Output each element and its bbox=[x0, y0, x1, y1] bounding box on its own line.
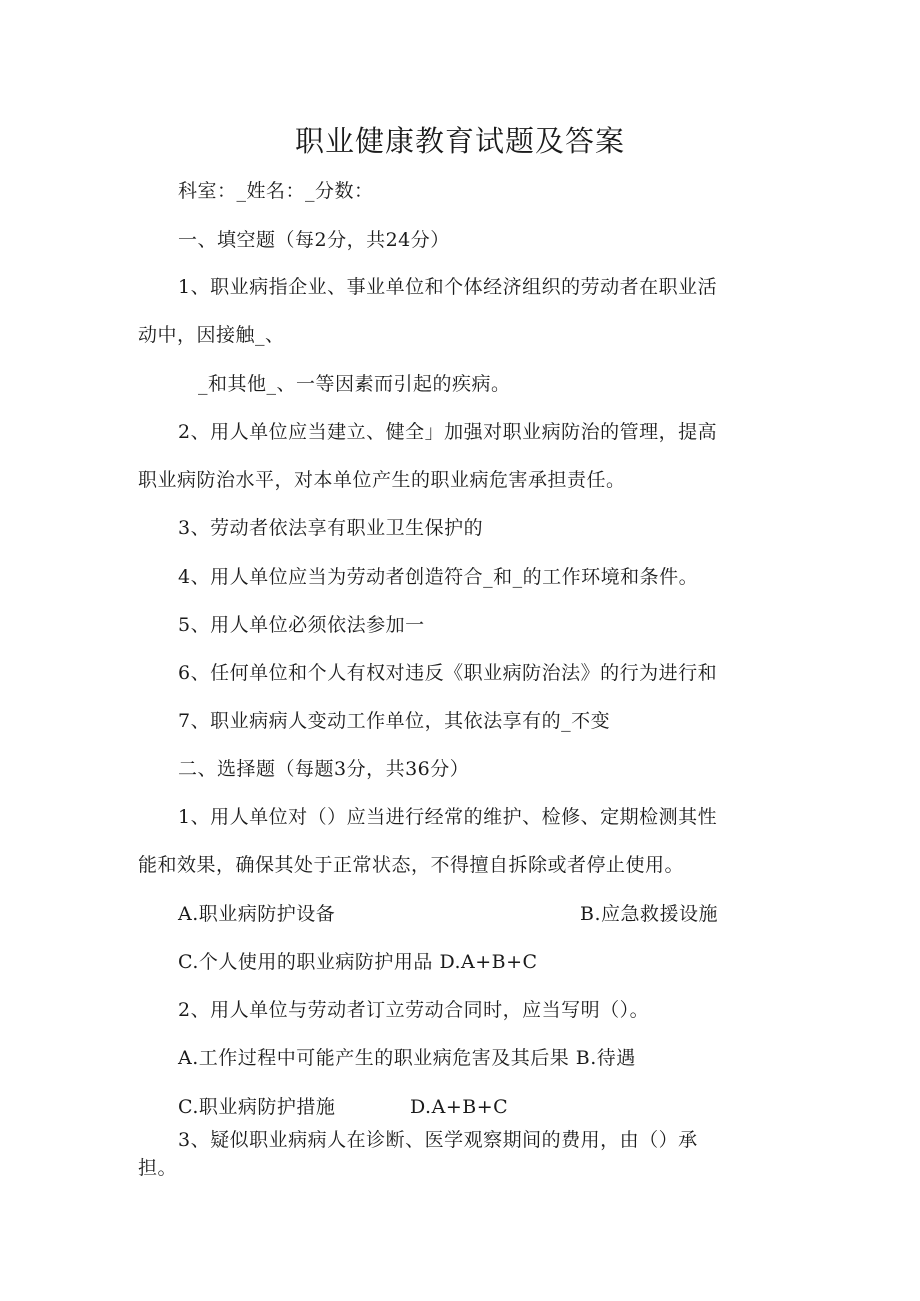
s2-q3-line1: 3、疑似职业病病人在诊断、医学观察期间的费用，由（）承 bbox=[178, 1129, 698, 1151]
s1-q2-line1: 2、用人单位应当建立、健全」加强对职业病防治的管理，提高 bbox=[178, 421, 718, 443]
s1-q2-line2: 职业病防治水平，对本单位产生的职业病危害承担责任。 bbox=[138, 469, 626, 491]
s1-q6: 6、任何单位和个人有权对违反《职业病防治法》的行为进行和 bbox=[178, 662, 718, 684]
section1-heading: 一、填空题（每2分，共24分） bbox=[178, 229, 450, 251]
s2-q1-option-cd: C.个人使用的职业病防护用品 D.A+B+C bbox=[178, 951, 538, 973]
s1-q5: 5、用人单位必须依法参加一 bbox=[178, 614, 425, 636]
document-title: 职业健康教育试题及答案 bbox=[294, 124, 625, 158]
s2-q3-line2: 担。 bbox=[138, 1157, 178, 1179]
s2-q1-option-b: B.应急救援设施 bbox=[580, 903, 719, 925]
header-line: 科室：_姓名：_分数： bbox=[178, 180, 374, 202]
s2-q1-option-a: A.职业病防护设备 bbox=[178, 903, 336, 925]
s2-q2-option-ab: A.工作过程中可能产生的职业病危害及其后果 B.待遇 bbox=[178, 1047, 636, 1069]
section2-heading: 二、选择题（每题3分，共36分） bbox=[178, 758, 470, 780]
s1-q3: 3、劳动者依法享有职业卫生保护的 bbox=[178, 517, 484, 539]
s2-q1-line2: 能和效果，确保其处于正常状态，不得擅自拆除或者停止使用。 bbox=[138, 854, 685, 876]
s1-q1-line3: _和其他_、一等因素而引起的疾病。 bbox=[198, 373, 511, 395]
s1-q1-line2: 动中，因接触_、 bbox=[138, 324, 285, 346]
s1-q1-line1: 1、职业病指企业、事业单位和个体经济组织的劳动者在职业活 bbox=[178, 276, 718, 298]
s1-q7: 7、职业病病人变动工作单位，其依法享有的_不变 bbox=[178, 710, 611, 732]
s2-q2: 2、用人单位与劳动者订立劳动合同时，应当写明（）。 bbox=[178, 999, 650, 1021]
s2-q2-option-c: C.职业病防护措施 bbox=[178, 1096, 336, 1118]
s2-q2-option-d: D.A+B+C bbox=[410, 1096, 509, 1118]
s2-q1-line1: 1、用人单位对（）应当进行经常的维护、检修、定期检测其性 bbox=[178, 806, 718, 828]
s1-q4: 4、用人单位应当为劳动者创造符合_和_的工作环境和条件。 bbox=[178, 566, 699, 588]
